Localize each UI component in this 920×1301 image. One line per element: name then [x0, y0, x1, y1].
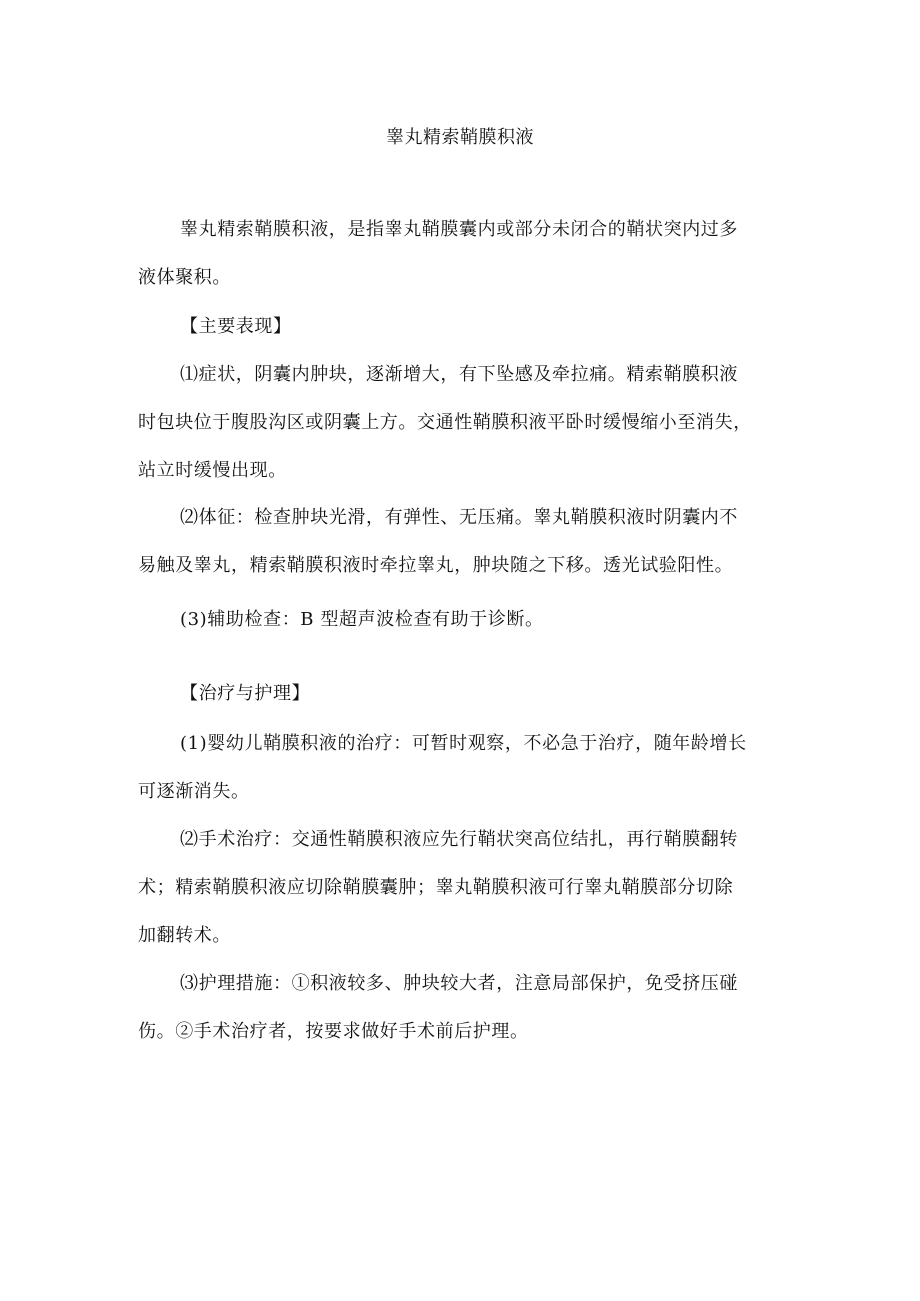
surgical-treatment-paragraph [138, 816, 788, 960]
text-line: 加翻转术。 [138, 925, 231, 946]
nursing-measures-paragraph [138, 960, 788, 1056]
text-line: ⑵体征：检查肿块光滑，有弹性、无压痛。睾丸鞘膜积液时阴囊内不 [180, 507, 738, 528]
text-line: 可逐渐消失。 [138, 781, 250, 802]
auxiliary-exam-paragraph [138, 596, 788, 644]
text-line: (3)辅助检查：B 型超声波检查有助于诊断。 [180, 609, 544, 630]
text-line: ⑵手术治疗：交通性鞘膜积液应先行鞘状突高位结扎，再行鞘膜翻转 [180, 829, 738, 850]
section-heading-main-symptoms: 【主要表现】 [180, 316, 292, 337]
document-title: 睾丸精索鞘膜积液 [386, 127, 534, 148]
text-line: 易触及睾丸，精索鞘膜积液时牵拉睾丸，肿块随之下移。透光试验阳性。 [138, 555, 734, 576]
signs-paragraph [138, 494, 788, 590]
intro-paragraph [138, 206, 788, 302]
text-line: ⑴症状，阴囊内肿块，逐渐增大，有下坠感及牵拉痛。精索鞘膜积液 [180, 364, 738, 385]
text-line: (1)婴幼儿鞘膜积液的治疗：可暂时观察，不必急于治疗，随年龄增长 [180, 733, 747, 754]
infant-treatment-paragraph [138, 720, 788, 816]
text-line: 术；精索鞘膜积液应切除鞘膜囊肿；睾丸鞘膜积液可行睾丸鞘膜部分切除 [138, 877, 734, 898]
text-line: 睾丸精索鞘膜积液，是指睾丸鞘膜囊内或部分未闭合的鞘状突内过多 [180, 219, 738, 240]
section-heading-treatment-care: 【治疗与护理】 [180, 683, 311, 704]
text-line: 站立时缓慢出现。 [138, 460, 287, 481]
symptoms-paragraph [138, 351, 788, 495]
text-line: 时包块位于腹股沟区或阴囊上方。交通性鞘膜积液平卧时缓慢缩小至消失， [138, 412, 752, 433]
text-line: ⑶护理措施：①积液较多、肿块较大者，注意局部保护，免受挤压碰 [180, 973, 738, 994]
text-line: 伤。②手术治疗者，按要求做好手术前后护理。 [138, 1021, 529, 1042]
text-line: 液体聚积。 [138, 267, 231, 288]
